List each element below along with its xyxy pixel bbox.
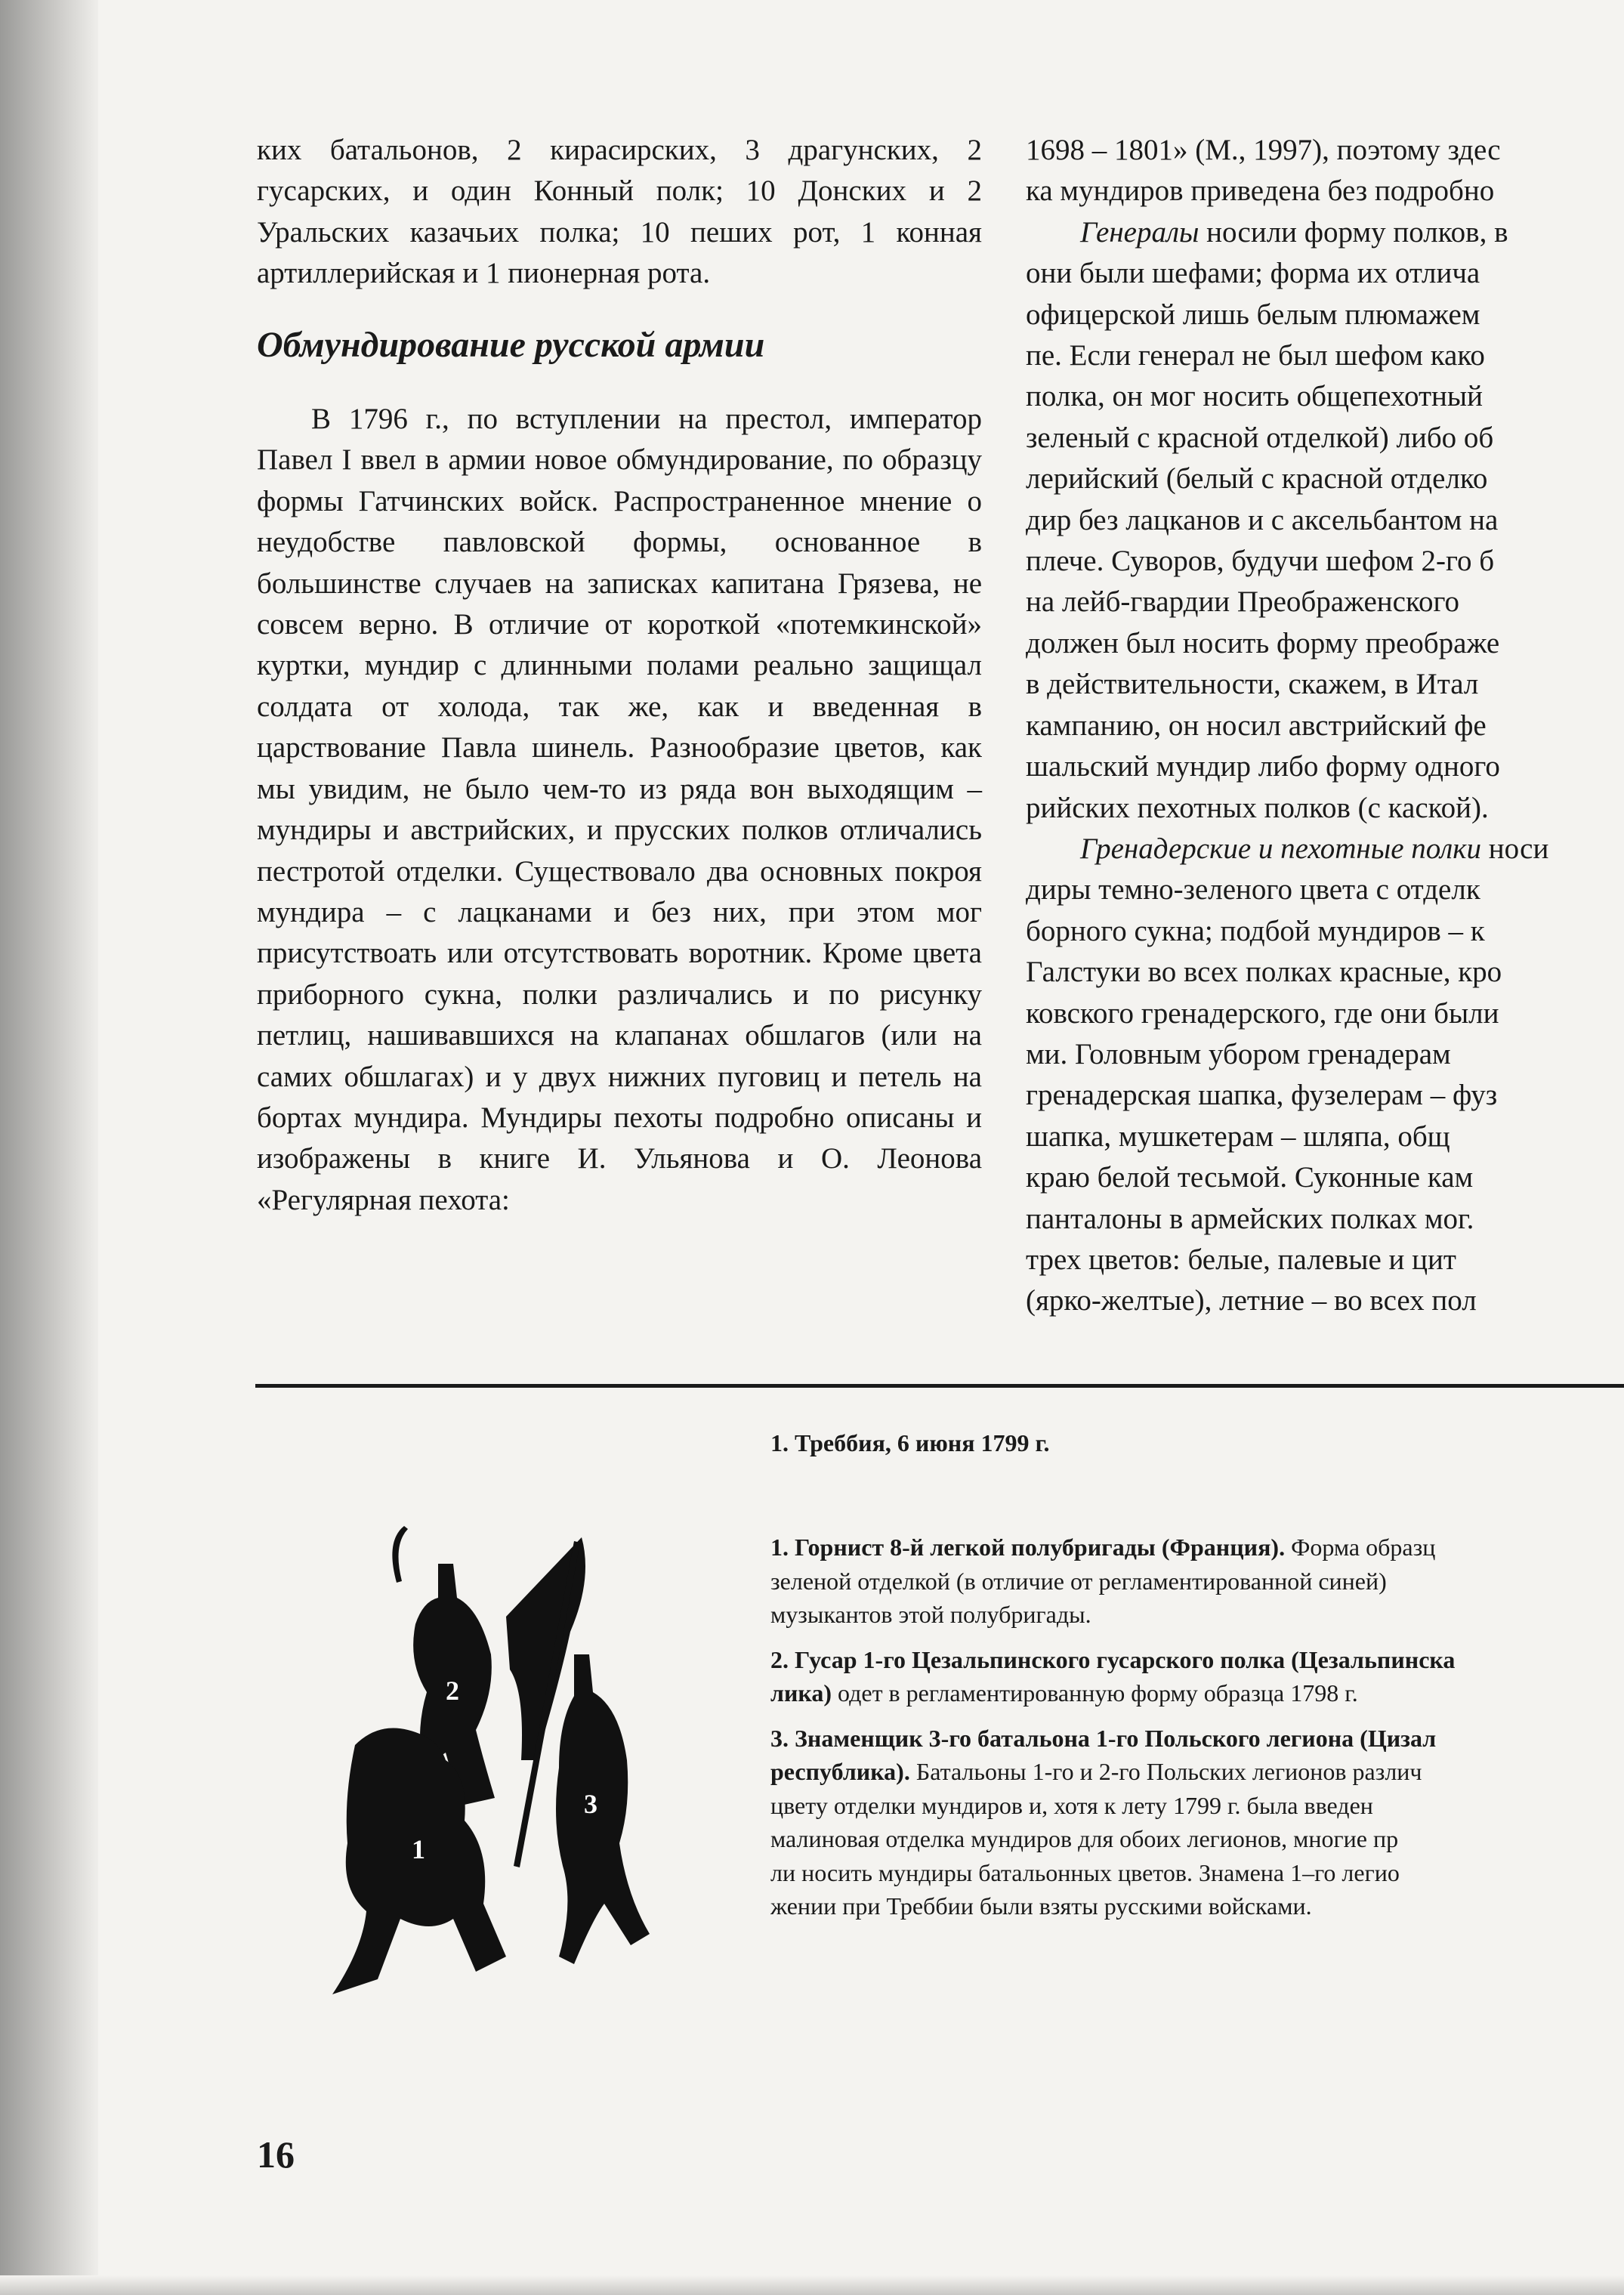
- sabre-icon: [392, 1526, 408, 1583]
- right-line: 1698 – 1801» (М., 1997), поэтому здес: [1026, 134, 1501, 166]
- caption-item-1-text: музыкантов этой полубригады.: [770, 1601, 1091, 1628]
- right-line: рийских пехотных полков (с каской).: [1026, 791, 1489, 824]
- caption-item-1-text: Форма образц: [1285, 1534, 1436, 1561]
- right-line: они были шефами; форма их отлича: [1026, 257, 1480, 290]
- left-column: [257, 130, 982, 1221]
- right-line: гренадерская шапка, фузелерам – фуз: [1026, 1079, 1498, 1112]
- soldiers-silhouette-figure: [332, 1511, 755, 2009]
- paragraph-1: ких батальонов, 2 кирасирских, 3 драгунских, 2 гусарских, и один Конный полк; 10 Донских и 2 Уральских казачьих полка; 10 пеших рот, 1 конная артиллерийская и 1 пионерная рота.: [257, 134, 982, 290]
- right-line: борного сукна; подбой мундиров – к: [1026, 914, 1485, 947]
- caption-item-1-text: зеленой отделкой (в отличие от регламентированной синей): [770, 1567, 1387, 1595]
- section-divider: [255, 1384, 1624, 1388]
- right-column: [1026, 130, 1624, 1322]
- right-line: Галстуки во всех полках красные, кро: [1026, 956, 1502, 989]
- caption-item-3-text: ли носить мундиры батальонных цветов. Знамена 1–го легио: [770, 1858, 1400, 1886]
- right-line: трех цветов: белые, палевые и цит: [1026, 1243, 1456, 1276]
- caption-item-2-title: лика): [770, 1679, 832, 1707]
- generals-term: Генералы: [1080, 215, 1199, 249]
- grenadier-paragraph-start: [1026, 829, 1624, 870]
- page-number: 16: [257, 2133, 295, 2176]
- right-line: кампанию, он носил австрийский фе: [1026, 709, 1487, 742]
- generals-rest: носили форму полков, в: [1199, 215, 1508, 249]
- right-line: в действительности, скажем, в Итал: [1026, 668, 1479, 701]
- right-line: должен был носить форму преображе: [1026, 626, 1500, 659]
- grenadier-term: Гренадерские и пехотные полки: [1080, 832, 1482, 865]
- right-line: ка мундиров приведена без подробно: [1026, 175, 1495, 208]
- right-line: офицерской лишь белым плюмажем: [1026, 298, 1480, 331]
- right-line: шапка, мушкетерам – шляпа, общ: [1026, 1120, 1450, 1153]
- right-line: ковского гренадерского, где они были: [1026, 996, 1499, 1030]
- caption-item-2: [770, 1643, 1624, 1710]
- figure-label-3: 3: [584, 1789, 597, 1819]
- caption-item-2-title: 2. Гусар 1-го Цезальпинского гусарского полка (Цезальпинска: [770, 1645, 1456, 1673]
- grenadier-rest: носи: [1481, 832, 1549, 865]
- right-line: панталоны в армейских полках мог.: [1026, 1202, 1474, 1235]
- scan-left-edge: [0, 0, 98, 2295]
- right-line: на лейб-гвардии Преображенского: [1026, 585, 1459, 619]
- section-heading: Обмундирование русской армии: [257, 324, 765, 365]
- caption-item-3: [770, 1722, 1624, 1923]
- right-line: диры темно-зеленого цвета с отделк: [1026, 873, 1480, 907]
- right-line: лерийский (белый с красной отделко: [1026, 462, 1488, 496]
- right-line: дир без лацканов и с аксельбантом на: [1026, 503, 1499, 536]
- caption-item-3-text: жении при Треббии были взяты русскими войсками.: [770, 1892, 1312, 1920]
- figure-label-1: 1: [412, 1834, 425, 1864]
- scan-bottom-edge: [0, 2275, 1624, 2295]
- silhouette-group: [332, 1526, 650, 1994]
- caption-item-3-text: Батальоны 1-го и 2-го Польских легионов различ: [909, 1758, 1422, 1785]
- caption-item-1: [770, 1531, 1624, 1632]
- plate-title: 1. Треббия, 6 июня 1799 г.: [770, 1429, 1050, 1456]
- right-line: шальский мундир либо форму одного: [1026, 750, 1500, 783]
- caption-item-3-text: малиновая отделка мундиров для обоих легионов, многие пр: [770, 1825, 1399, 1852]
- right-line: ми. Головным убором гренадерам: [1026, 1037, 1451, 1070]
- caption-item-3-title: 3. Знаменщик 3-го батальона 1-го Польского легиона (Цизал: [770, 1724, 1437, 1752]
- right-line: (ярко-желтые), летние – во всех пол: [1026, 1284, 1477, 1317]
- right-line: краю белой тесьмой. Суконные кам: [1026, 1161, 1474, 1194]
- caption-item-3-text: цвету отделки мундиров и, хотя к лету 1799 г. была введен: [770, 1791, 1373, 1819]
- right-line: зеленый с красной отделкой) либо об: [1026, 421, 1494, 454]
- caption-item-1-title: 1. Горнист 8-й легкой полубригады (Франция).: [770, 1534, 1286, 1561]
- right-line: плече. Суворов, будучи шефом 2-го б: [1026, 545, 1495, 578]
- caption-item-3-title: республика).: [770, 1758, 910, 1785]
- figure-label-2: 2: [446, 1676, 459, 1706]
- plate-caption: [770, 1531, 1624, 1935]
- right-line: пе. Если генерал не был шефом како: [1026, 339, 1485, 372]
- paragraph-2: В 1796 г., по вступлении на престол, император Павел I ввел в армии новое обмундирование, по образцу формы Гатчинских войск. Распространенное мнение о неудобстве павловской формы, основанное в большинстве случаев на записках капитана Грязева, не совсем верно. В отличие от короткой «потемкинской» куртки, мундир с длинными полами реально защищал солдата от холода, так же, как и введенная в царствование Павла шинель. Разнообразие цветов, как мы увидим, не было чем-то из ряда вон выходящим – мундиры и австрийских, и прусских полков отличались пестротой отделки. Существовало два основных покроя мундира – с лацканами и без них, при этом мог присутствоать или отсутствовать воротник. Кроме цвета приборного сукна, полки различались и по рисунку петлиц, нашивавшихся на клапанах обшлагов (или на самих обшлагах) и у двух нижних пуговиц и петель на бортах мундира. Мундиры пехоты подробно описаны и изображены в книге И. Ульянова и О. Леонова «Регулярная пехота:: [257, 403, 982, 1216]
- generals-paragraph-start: [1026, 212, 1624, 253]
- right-line: полка, он мог носить общепехотный: [1026, 380, 1483, 413]
- caption-item-2-text: одет в регламентированную форму образца 1798 г.: [832, 1679, 1358, 1707]
- soldier-3-body: [556, 1654, 650, 1964]
